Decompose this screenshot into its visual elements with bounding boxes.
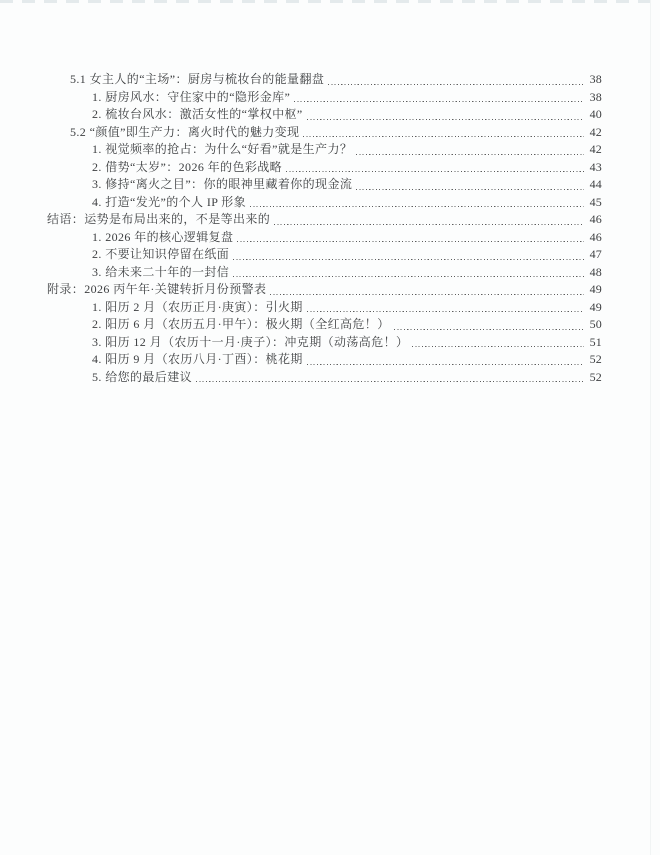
toc-entry[interactable] (47, 229, 602, 247)
toc-entry-label: 3. 阳历 12 月（农历十一月·庚子）：冲克期（动荡高危！） (92, 334, 409, 349)
toc-entry-page: 42 (589, 124, 602, 139)
toc-entry[interactable] (47, 194, 602, 212)
toc-entry-page: 42 (589, 142, 602, 156)
toc-leader-dots (250, 194, 584, 212)
toc-leader-dots (356, 176, 584, 194)
toc-entry-page: 44 (589, 177, 602, 191)
toc-entry[interactable] (47, 159, 602, 177)
page-edge-line (650, 0, 651, 855)
toc-entry-label: 结语：运势是布局出来的，不是等出来的 (47, 212, 271, 226)
toc-entry-label: 2. 借势“太岁”：2026 年的色彩战略 (92, 159, 283, 174)
toc-leader-dots (307, 106, 584, 124)
toc-entry[interactable] (47, 299, 602, 317)
toc-entry[interactable] (47, 124, 602, 142)
toc-leader-dots (294, 89, 584, 107)
toc-entry[interactable] (47, 351, 602, 369)
toc-leader-dots (237, 229, 584, 247)
toc-entry-label: 1. 视觉频率的抢占：为什么“好看”就是生产力？ (92, 142, 353, 156)
toc-leader-dots (196, 369, 584, 387)
toc-entry-label: 5.2 “颜值”即生产力：离火时代的魅力变现 (70, 124, 300, 139)
toc-entry-page: 49 (589, 299, 602, 314)
toc-entry[interactable] (47, 334, 602, 352)
toc-entry[interactable] (47, 89, 602, 107)
toc-leader-dots (412, 334, 584, 352)
toc-entry-page: 38 (589, 89, 602, 104)
toc-entry-label: 3. 修持“离火之目”：你的眼神里藏着你的现金流 (92, 177, 353, 191)
toc-entry-label: 4. 打造“发光”的个人 IP 形象 (92, 194, 247, 209)
toc-entry-label: 5. 给您的最后建议 (92, 369, 193, 384)
toc-entry-label: 2. 阳历 6 月（农历五月·甲午）：极火期（全红高危！） (92, 317, 390, 331)
toc-leader-dots (307, 299, 584, 317)
toc-entry[interactable] (47, 316, 602, 334)
toc-entry-page: 43 (589, 159, 602, 174)
toc-entry-label: 1. 厨房风水：守住家中的“隐形金库” (92, 89, 291, 104)
toc-entry-page: 46 (589, 229, 602, 244)
toc-entry-page: 52 (589, 369, 602, 384)
toc-leader-dots (303, 124, 584, 142)
toc-entry-label: 5.1 女主人的“主场”：厨房与梳妆台的能量翻盘 (70, 72, 325, 86)
toc-leader-dots (233, 264, 584, 282)
toc-entry[interactable] (47, 246, 602, 264)
toc-entry-label: 2. 不要让知识停留在纸面 (92, 247, 230, 261)
toc-entry-page: 38 (589, 72, 602, 86)
toc-entry[interactable] (47, 211, 602, 229)
toc-entry[interactable] (47, 264, 602, 282)
toc-entry-page: 46 (589, 212, 602, 226)
toc-entry[interactable] (47, 369, 602, 387)
toc-leader-dots (270, 281, 584, 299)
toc-entry[interactable] (47, 281, 602, 299)
toc-entry[interactable] (47, 106, 602, 124)
toc-entry-label: 3. 给未来二十年的一封信 (92, 264, 230, 279)
toc-entry-label: 附录：2026 丙午年·关键转折月份预警表 (47, 282, 267, 296)
toc-leader-dots (274, 211, 584, 229)
toc-entry-label: 4. 阳历 9 月（农历八月·丁酉）：桃花期 (92, 352, 303, 366)
cropped-leader-remnant (0, 0, 660, 3)
toc-leader-dots (356, 141, 584, 159)
toc-leader-dots (233, 246, 584, 264)
toc-entry-label: 1. 阳历 2 月（农历正月·庚寅）：引火期 (92, 299, 303, 314)
toc-entry-page: 49 (589, 282, 602, 296)
toc-entry-label: 2. 梳妆台风水：激活女性的“掌权中枢” (92, 107, 303, 121)
toc-leader-dots (307, 351, 584, 369)
toc-leader-dots (286, 159, 584, 177)
toc-entry-page: 52 (589, 352, 602, 366)
toc-leader-dots (394, 316, 584, 334)
toc-entry[interactable] (47, 176, 602, 194)
toc-leader-dots (328, 71, 584, 89)
toc-entry-page: 48 (589, 264, 602, 279)
toc-entry[interactable] (47, 71, 602, 89)
toc-entry-page: 50 (589, 317, 602, 331)
toc-entry-page: 40 (589, 107, 602, 121)
toc-entry-label: 1. 2026 年的核心逻辑复盘 (92, 229, 234, 244)
table-of-contents (47, 71, 602, 386)
toc-entry[interactable] (47, 141, 602, 159)
toc-entry-page: 45 (589, 194, 602, 209)
toc-entry-page: 51 (589, 334, 602, 349)
toc-entry-page: 47 (589, 247, 602, 261)
